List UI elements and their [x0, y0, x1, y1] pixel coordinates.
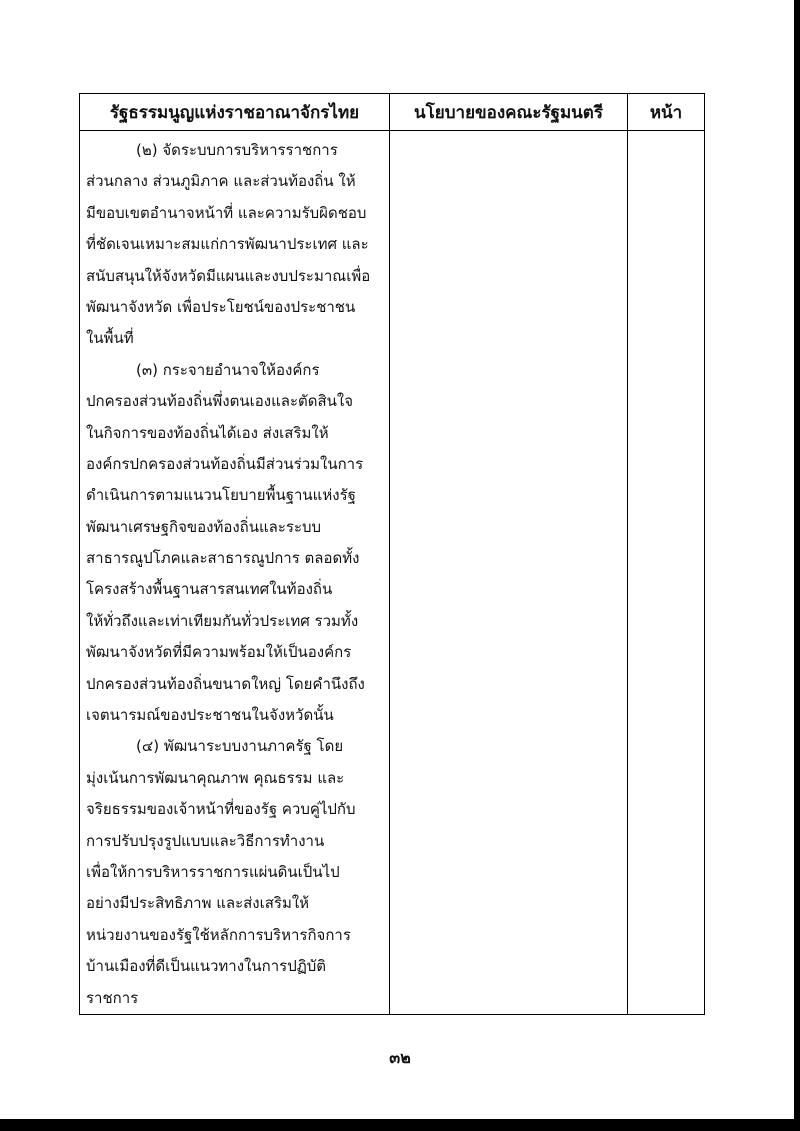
- text-line: (๒) จัดระบบการบริหารราชการ: [136, 141, 338, 159]
- text-line: ราชการ: [86, 988, 139, 1007]
- comparison-table: [79, 93, 705, 1015]
- header-row: [80, 94, 705, 131]
- text-line: สนับสนุนให้จังหวัดมีแผนและงบประมาณเพื่อ: [86, 266, 371, 285]
- text-line: จริยธรรมของเจ้าหน้าที่ของรัฐ ควบคู่ไปกับ: [86, 800, 356, 819]
- policy-cell: [390, 131, 628, 1015]
- text-line: สาธารณูปโภคและสาธารณูปการ ตลอดทั้ง: [86, 549, 360, 568]
- text-line: เพื่อให้การบริหารราชการแผ่นดินเป็นไป: [86, 862, 340, 881]
- text-line: บ้านเมืองที่ดีเป็นแนวทางในการปฏิบัติ: [86, 957, 327, 976]
- scan-edge-bottom: [0, 1119, 800, 1131]
- constitution-cell: [80, 131, 390, 1015]
- text-line: ในพื้นที่: [86, 329, 134, 348]
- text-line: พัฒนาเศรษฐกิจของท้องถิ่นและระบบ: [86, 517, 322, 536]
- text-line: พัฒนาจังหวัด เพื่อประโยชน์ของประชาชน: [86, 297, 356, 316]
- page-cell: [628, 131, 705, 1015]
- scan-edge-right: [794, 0, 800, 1131]
- text-line: เจตนารมณ์ของประชาชนในจังหวัดนั้น: [86, 706, 334, 725]
- header-policy: นโยบายของคณะรัฐมนตรี: [390, 94, 628, 131]
- text-line: ส่วนกลาง ส่วนภูมิภาค และส่วนท้องถิ่น ให้: [86, 172, 356, 191]
- text-line: โครงสร้างพื้นฐานสารสนเทศในท้องถิ่น: [86, 580, 333, 599]
- page-number: ๓๒: [389, 1048, 411, 1067]
- text-line: พัฒนาจังหวัดที่มีความพร้อมให้เป็นองค์กร: [86, 643, 352, 662]
- text-line: องค์กรปกครองส่วนท้องถิ่นมีส่วนร่วมในการ: [86, 454, 364, 473]
- text-line: ดำเนินการตามแนวนโยบายพื้นฐานแห่งรัฐ: [86, 486, 356, 505]
- text-line: การปรับปรุงรูปแบบและวิธีการทำงาน: [86, 831, 325, 850]
- text-line: (๓) กระจายอำนาจให้องค์กร: [136, 360, 320, 379]
- text-line: มุ่งเน้นการพัฒนาคุณภาพ คุณธรรม และ: [86, 768, 345, 787]
- text-line: (๔) พัฒนาระบบงานภาครัฐ โดย: [136, 737, 344, 756]
- content-row: [80, 131, 705, 1015]
- text-line: ให้ทั่วถึงและเท่าเทียมกันทั่วประเทศ รวมทั้ง: [86, 611, 359, 630]
- text-line: ที่ชัดเจนเหมาะสมแก่การพัฒนาประเทศ และ: [86, 235, 369, 254]
- text-line: ในกิจการของท้องถิ่นได้เอง ส่งเสริมให้: [86, 423, 329, 442]
- header-page: หน้า: [628, 94, 705, 131]
- text-line: หน่วยงานของรัฐใช้หลักการบริหารกิจการ: [86, 925, 351, 944]
- header-constitution: รัฐธรรมนูญแห่งราชอาณาจักรไทย: [80, 94, 390, 131]
- text-line: ปกครองส่วนท้องถิ่นพึ่งตนเองและตัดสินใจ: [86, 392, 354, 411]
- text-line: อย่างมีประสิทธิภาพ และส่งเสริมให้: [86, 894, 310, 913]
- text-line: มีขอบเขตอำนาจหน้าที่ และความรับผิดชอบ: [86, 203, 367, 222]
- text-line: ปกครองส่วนท้องถิ่นขนาดใหญ่ โดยคำนึงถึง: [86, 674, 365, 693]
